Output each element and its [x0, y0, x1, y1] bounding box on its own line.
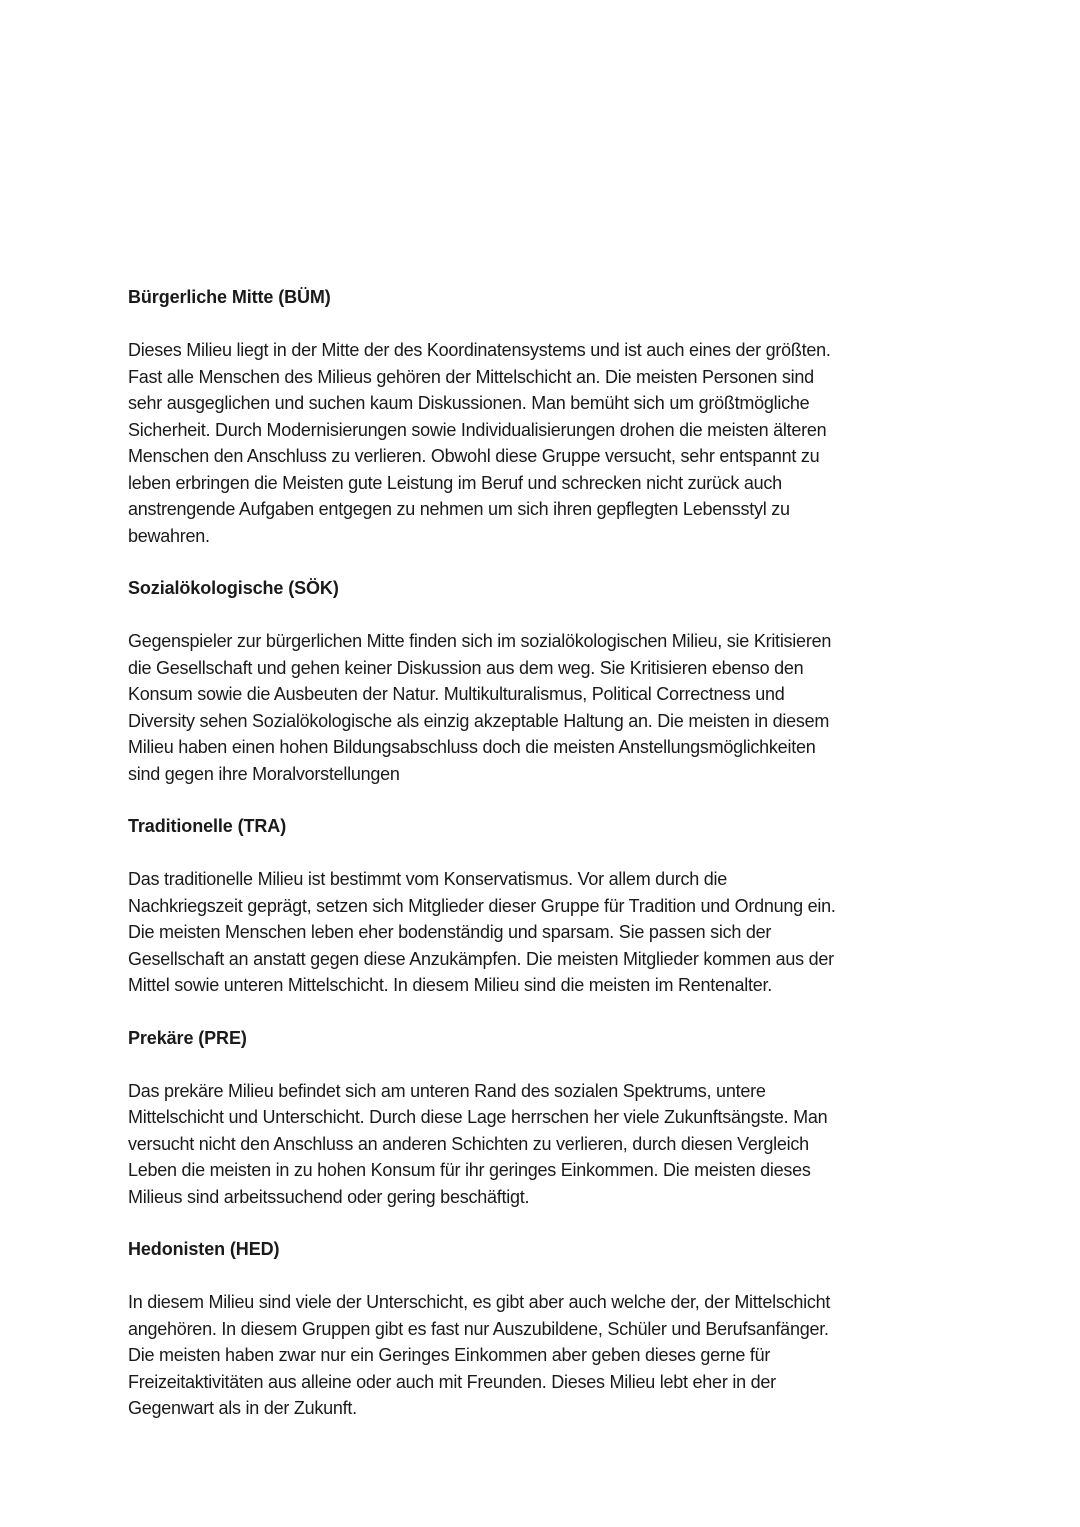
section-buergerliche-mitte [128, 284, 958, 549]
paragraph-line: Dieses Milieu liegt in der Mitte der des Koordinatensystems und ist auch eines der größten. [128, 340, 831, 360]
paragraph-line: Das traditionelle Milieu ist bestimmt vom Konservatismus. Vor allem durch die [128, 869, 727, 889]
paragraph-line: Milieus sind arbeitssuchend oder gering beschäftigt. [128, 1186, 530, 1207]
paragraph-line: Freizeitaktivitäten aus alleine oder auch mit Freunden. Dieses Milieu lebt eher in der [128, 1371, 776, 1392]
section-heading: Sozialökologische (SÖK) [128, 578, 339, 598]
paragraph-line: Gegenspieler zur bürgerlichen Mitte finden sich im sozialökologischen Milieu, sie Kritisieren [128, 631, 832, 651]
paragraph-line: leben erbringen die Meisten gute Leistung im Beruf und schrecken nicht zurück auch [128, 472, 782, 493]
paragraph-line: Leben die meisten in zu hohen Konsum für ihr geringes Einkommen. Die meisten dieses [128, 1160, 811, 1180]
paragraph-line: versucht nicht den Anschluss an anderen Schichten zu verlieren, durch diesen Vergleich [128, 1133, 809, 1154]
section-heading: Prekäre (PRE) [128, 1027, 247, 1048]
paragraph-line: sind gegen ihre Moralvorstellungen [128, 763, 400, 784]
paragraph-line: Mittelschicht und Unterschicht. Durch diese Lage herrschen her viele Zukunftsängste. Man [128, 1107, 828, 1127]
section-hedonisten [128, 1236, 958, 1422]
paragraph-line: bewahren. [128, 525, 210, 546]
section-heading: Traditionelle (TRA) [128, 816, 287, 836]
paragraph-line: Sicherheit. Durch Modernisierungen sowie Individualisierungen drohen die meisten älteren [128, 419, 827, 440]
paragraph-line: angehören. In diesem Gruppen gibt es fast nur Auszubildene, Schüler und Berufsanfänger. [128, 1318, 829, 1339]
paragraph-line: Konsum sowie die Ausbeuten der Natur. Multikulturalismus, Political Correctness und [128, 684, 785, 704]
section-paragraph [128, 866, 958, 999]
paragraph-line: Milieu haben einen hohen Bildungsabschluss doch die meisten Anstellungsmöglichkeiten [128, 737, 816, 757]
paragraph-line: Gesellschaft an anstatt gegen diese Anzukämpfen. Die meisten Mitglieder kommen aus der [128, 948, 834, 969]
paragraph-line: Fast alle Menschen des Milieus gehören der Mittelschicht an. Die meisten Personen sind [128, 366, 814, 387]
section-paragraph [128, 337, 958, 549]
section-paragraph [128, 1289, 958, 1422]
section-traditionelle [128, 813, 958, 999]
paragraph-line: In diesem Milieu sind viele der Unterschicht, es gibt aber auch welche der, der Mittelschicht [128, 1292, 831, 1312]
section-sozialoekologische [128, 575, 958, 787]
paragraph-line: Menschen den Anschluss zu verlieren. Obwohl diese Gruppe versucht, sehr entspannt zu [128, 446, 820, 466]
paragraph-line: anstrengende Aufgaben entgegen zu nehmen um sich ihren gepflegten Lebensstyl zu [128, 499, 790, 519]
paragraph-line: Mittel sowie unteren Mittelschicht. In diesem Milieu sind die meisten im Rentenalter. [128, 975, 773, 995]
section-paragraph [128, 628, 958, 787]
document-page [128, 284, 958, 1448]
section-heading: Hedonisten (HED) [128, 1239, 280, 1259]
paragraph-line: Die meisten haben zwar nur ein Geringes Einkommen aber geben dieses gerne für [128, 1345, 771, 1365]
paragraph-line: Diversity sehen Sozialökologische als einzig akzeptable Haltung an. Die meisten in diesem [128, 710, 830, 731]
paragraph-line: sehr ausgeglichen und suchen kaum Diskussionen. Man bemüht sich um größtmögliche [128, 393, 810, 413]
section-paragraph [128, 1078, 958, 1211]
paragraph-line: Nachkriegszeit geprägt, setzen sich Mitglieder dieser Gruppe für Tradition und Ordnung ein. [128, 895, 836, 916]
paragraph-line: Gegenwart als in der Zukunft. [128, 1398, 357, 1418]
paragraph-line: Das prekäre Milieu befindet sich am unteren Rand des sozialen Spektrums, untere [128, 1080, 766, 1101]
section-heading: Bürgerliche Mitte (BÜM) [128, 287, 331, 307]
section-prekaere [128, 1025, 958, 1211]
paragraph-line: Die meisten Menschen leben eher bodenständig und sparsam. Sie passen sich der [128, 922, 772, 942]
paragraph-line: die Gesellschaft und gehen keiner Diskussion aus dem weg. Sie Kritisieren ebenso den [128, 657, 804, 678]
